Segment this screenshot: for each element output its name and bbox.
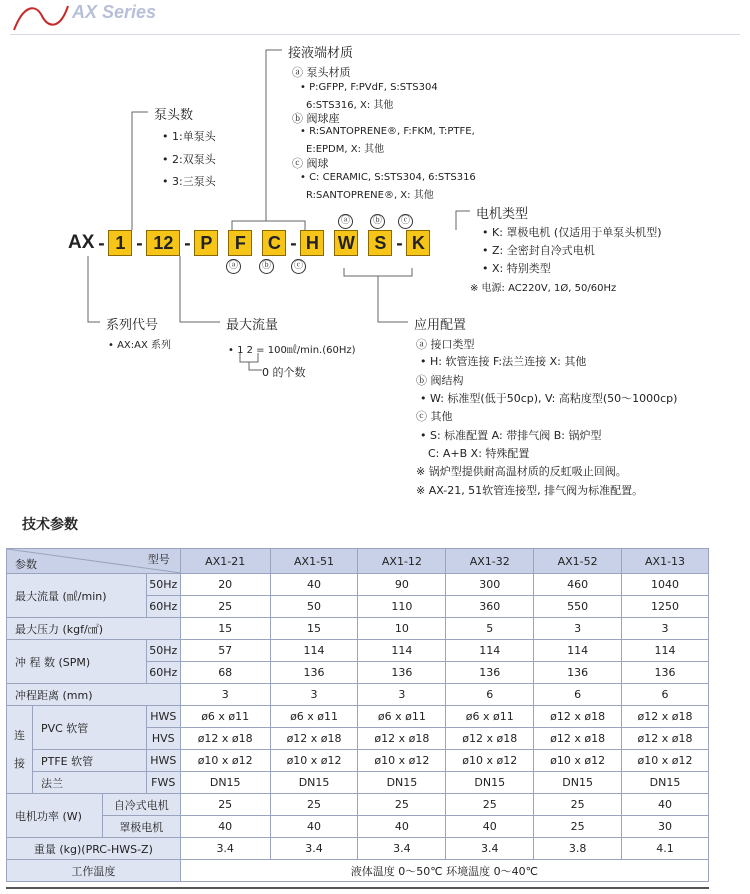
- motor-type-label: 自冷式电机: [102, 794, 180, 816]
- series-title: AX Series: [72, 2, 157, 22]
- table-cell: 3.4: [270, 838, 358, 860]
- spec-table: [6, 548, 709, 882]
- table-cell: 3: [180, 684, 270, 706]
- code-box-other: S: [368, 230, 392, 256]
- table-cell: 25: [358, 794, 446, 816]
- table-cell: ø10 x ø12: [534, 750, 622, 772]
- table-row: [7, 640, 709, 662]
- table-cell: ø6 x ø11: [358, 706, 446, 728]
- marker-b-lower: ⓑ: [259, 259, 274, 274]
- marker-b-upper: ⓑ: [370, 214, 385, 229]
- model-header: AX1-32: [446, 549, 534, 574]
- row-label: 冲程距离 (mm): [7, 684, 181, 706]
- table-cell: 3: [622, 618, 709, 640]
- freq-label: 50Hz: [146, 640, 180, 662]
- marker-c-lower: ⓒ: [291, 259, 306, 274]
- table-cell: 114: [270, 640, 358, 662]
- application-c-title: ⓒ 其他: [416, 410, 453, 423]
- table-cell: 114: [534, 640, 622, 662]
- table-cell: DN15: [622, 772, 709, 794]
- series-code-title: 系列代号: [106, 318, 159, 333]
- code-box-flow: 12: [146, 230, 180, 256]
- max-flow-title: 最大流量: [226, 318, 279, 333]
- table-cell: 液体温度 0～50℃ 环境温度 0～40℃: [180, 860, 708, 882]
- table-cell: 110: [358, 596, 446, 618]
- wetted-material-title: 接液端材质: [288, 46, 354, 61]
- table-row: [7, 574, 709, 596]
- table-cell: ø10 x ø12: [270, 750, 358, 772]
- table-row: [7, 706, 709, 728]
- table-cell: 57: [180, 640, 270, 662]
- table-cell: ø10 x ø12: [446, 750, 534, 772]
- application-a-line: • H: 软管连接 F:法兰连接 X: 其他: [420, 355, 587, 368]
- table-cell: 5: [446, 618, 534, 640]
- code-box-valve-ball: C: [262, 230, 286, 256]
- row-label: 法兰: [32, 772, 146, 794]
- row-label: 电机功率 (W): [7, 794, 103, 838]
- tech-title: 技术参数: [22, 517, 78, 533]
- table-cell: ø12 x ø18: [446, 728, 534, 750]
- table-cell: 40: [446, 816, 534, 838]
- table-cell: 1250: [622, 596, 709, 618]
- marker-a-lower: ⓐ: [226, 259, 241, 274]
- table-cell: 136: [622, 662, 709, 684]
- table-bottom-rule: [6, 887, 709, 889]
- table-cell: 6: [446, 684, 534, 706]
- application-note: ※ AX-21, 51软管连接型, 排气阀为标准配置。: [416, 484, 644, 497]
- table-cell: 90: [358, 574, 446, 596]
- application-note: ※ 锅炉型提供耐高温材质的反虹吸止回阀。: [416, 465, 627, 478]
- code-dash: -: [98, 233, 105, 253]
- table-cell: ø6 x ø11: [180, 706, 270, 728]
- motor-type-item: • K: 罩极电机 (仅适用于单泵头机型): [482, 226, 662, 239]
- table-cell: ø12 x ø18: [534, 728, 622, 750]
- table-cell: 3.8: [534, 838, 622, 860]
- max-flow-formula: • 1 2 = 100㎖/min.(60Hz): [228, 345, 356, 356]
- row-label: PVC 软管: [32, 706, 146, 750]
- application-c-line: C: A+B X: 特殊配置: [428, 447, 530, 460]
- code-dash: -: [184, 233, 191, 253]
- table-cell: 114: [446, 640, 534, 662]
- type-label: HWS: [146, 750, 180, 772]
- table-row: [7, 549, 709, 574]
- pump-heads-item: • 1:单泵头: [162, 130, 216, 143]
- table-cell: 40: [180, 816, 270, 838]
- type-label: HVS: [146, 728, 180, 750]
- table-cell: 3.4: [358, 838, 446, 860]
- table-row: [7, 816, 709, 838]
- table-cell: ø6 x ø11: [270, 706, 358, 728]
- table-cell: 6: [622, 684, 709, 706]
- corner-model-label: 型号: [147, 553, 170, 566]
- row-label: 最大流量 (㎖/min): [7, 574, 147, 618]
- table-cell: 3.4: [180, 838, 270, 860]
- model-code: [68, 230, 430, 256]
- wetted-b-line: • R:SANTOPRENE®, F:FKM, T:PTFE,: [300, 126, 475, 137]
- table-cell: 136: [358, 662, 446, 684]
- table-row: [7, 794, 709, 816]
- row-label: 重量 (kg)(PRC-HWS-Z): [7, 838, 181, 860]
- table-cell: DN15: [270, 772, 358, 794]
- table-cell: DN15: [180, 772, 270, 794]
- type-label: HWS: [146, 706, 180, 728]
- table-cell: 6: [534, 684, 622, 706]
- table-cell: ø10 x ø12: [358, 750, 446, 772]
- table-cell: 40: [270, 574, 358, 596]
- model-header: AX1-12: [358, 549, 446, 574]
- wetted-b-line: E:EPDM, X: 其他: [306, 144, 385, 155]
- table-cell: 136: [534, 662, 622, 684]
- table-cell: ø12 x ø18: [622, 728, 709, 750]
- table-row: [7, 684, 709, 706]
- row-label: 冲 程 数 (SPM): [7, 640, 147, 684]
- wetted-a-title: ⓐ 泵头材质: [292, 66, 351, 79]
- motor-type-item: • X: 特别类型: [482, 262, 551, 275]
- table-cell: 50: [270, 596, 358, 618]
- table-cell: 3.4: [446, 838, 534, 860]
- code-box-connection: H: [300, 230, 324, 256]
- row-label: PTFE 软管: [32, 750, 146, 772]
- table-cell: 15: [180, 618, 270, 640]
- row-label: 最大压力 (kgf/㎠): [7, 618, 181, 640]
- marker-a-upper: ⓐ: [338, 214, 353, 229]
- code-box-head-material: P: [194, 230, 218, 256]
- model-header: AX1-51: [270, 549, 358, 574]
- table-cell: 460: [534, 574, 622, 596]
- wetted-c-line: R:SANTOPRENE®, X: 其他: [306, 190, 434, 201]
- max-flow-sub: 0 的个数: [262, 366, 306, 379]
- table-row: [7, 860, 709, 882]
- freq-label: 60Hz: [146, 596, 180, 618]
- motor-type-title: 电机类型: [476, 207, 529, 222]
- row-label: 工作温度: [7, 860, 181, 882]
- table-cell: ø12 x ø18: [358, 728, 446, 750]
- wetted-a-line: 6:STS316, X: 其他: [306, 100, 394, 111]
- series-code-item: • AX:AX 系列: [108, 340, 172, 351]
- application-b-line: • W: 标准型(低于50cp), V: 高粘度型(50～1000cp): [420, 392, 678, 405]
- table-cell: DN15: [534, 772, 622, 794]
- table-cell: 114: [622, 640, 709, 662]
- table-cell: ø12 x ø18: [180, 728, 270, 750]
- table-cell: 3: [358, 684, 446, 706]
- connection-label: [7, 706, 33, 794]
- table-cell: 550: [534, 596, 622, 618]
- table-cell: 40: [358, 816, 446, 838]
- code-box-valve-seat: F: [228, 230, 252, 256]
- table-cell: 25: [446, 794, 534, 816]
- table-cell: 40: [270, 816, 358, 838]
- application-c-line: • S: 标准配置 A: 带排气阀 B: 锅炉型: [420, 429, 602, 442]
- table-cell: ø12 x ø18: [534, 706, 622, 728]
- table-cell: 25: [534, 816, 622, 838]
- freq-label: 60Hz: [146, 662, 180, 684]
- corner-cell: [7, 549, 181, 574]
- motor-type-label: 罩极电机: [102, 816, 180, 838]
- table-cell: 30: [622, 816, 709, 838]
- pump-heads-item: • 3:三泵头: [162, 175, 216, 188]
- freq-label: 50Hz: [146, 574, 180, 596]
- wetted-b-title: ⓑ 阀球座: [292, 112, 340, 125]
- application-title: 应用配置: [414, 318, 467, 333]
- table-cell: ø12 x ø18: [622, 706, 709, 728]
- motor-type-item: • Z: 全密封自冷式电机: [482, 244, 595, 257]
- power-note: ※ 电源: AC220V, 1Ø, 50/60Hz: [470, 283, 617, 294]
- table-cell: 360: [446, 596, 534, 618]
- wetted-c-title: ⓒ 阀球: [292, 157, 329, 170]
- table-cell: DN15: [358, 772, 446, 794]
- table-cell: ø10 x ø12: [622, 750, 709, 772]
- table-cell: 10: [358, 618, 446, 640]
- connection-label-1: 连: [13, 728, 25, 742]
- table-cell: ø10 x ø12: [180, 750, 270, 772]
- table-row: [7, 838, 709, 860]
- pump-heads-title: 泵头数: [154, 108, 194, 123]
- code-dash: -: [136, 233, 143, 253]
- table-cell: 3: [270, 684, 358, 706]
- table-row: [7, 772, 709, 794]
- pump-heads-item: • 2:双泵头: [162, 153, 216, 166]
- model-header: AX1-21: [180, 549, 270, 574]
- table-cell: 1040: [622, 574, 709, 596]
- table-cell: 3: [534, 618, 622, 640]
- model-header: AX1-13: [622, 549, 709, 574]
- table-cell: DN15: [446, 772, 534, 794]
- table-cell: 20: [180, 574, 270, 596]
- model-header: AX1-52: [534, 549, 622, 574]
- code-dash: -: [396, 233, 403, 253]
- code-dash: -: [290, 233, 297, 253]
- table-cell: 114: [358, 640, 446, 662]
- code-box-motor: K: [406, 230, 430, 256]
- table-cell: 4.1: [622, 838, 709, 860]
- table-row: [7, 750, 709, 772]
- application-a-title: ⓐ 接口类型: [416, 338, 475, 351]
- table-cell: 25: [180, 794, 270, 816]
- table-cell: ø6 x ø11: [446, 706, 534, 728]
- code-box-pump-heads: 1: [108, 230, 132, 256]
- application-b-title: ⓑ 阀结构: [416, 374, 464, 387]
- table-cell: 300: [446, 574, 534, 596]
- table-cell: ø12 x ø18: [270, 728, 358, 750]
- code-box-valve-structure: W: [334, 230, 358, 256]
- wetted-a-line: • P:GFPP, F:PVdF, S:STS304: [300, 82, 438, 93]
- table-cell: 15: [270, 618, 358, 640]
- table-cell: 136: [270, 662, 358, 684]
- table-cell: 136: [446, 662, 534, 684]
- table-row: [7, 618, 709, 640]
- type-label: FWS: [146, 772, 180, 794]
- wetted-c-line: • C: CERAMIC, S:STS304, 6:STS316: [300, 172, 476, 183]
- table-cell: 25: [270, 794, 358, 816]
- table-cell: 25: [180, 596, 270, 618]
- marker-c-upper: ⓒ: [398, 214, 413, 229]
- corner-param-label: 参数: [15, 558, 37, 571]
- code-prefix: AX: [68, 232, 95, 253]
- table-cell: 68: [180, 662, 270, 684]
- table-cell: 25: [534, 794, 622, 816]
- table-cell: 40: [622, 794, 709, 816]
- connection-label-2: 接: [13, 756, 25, 770]
